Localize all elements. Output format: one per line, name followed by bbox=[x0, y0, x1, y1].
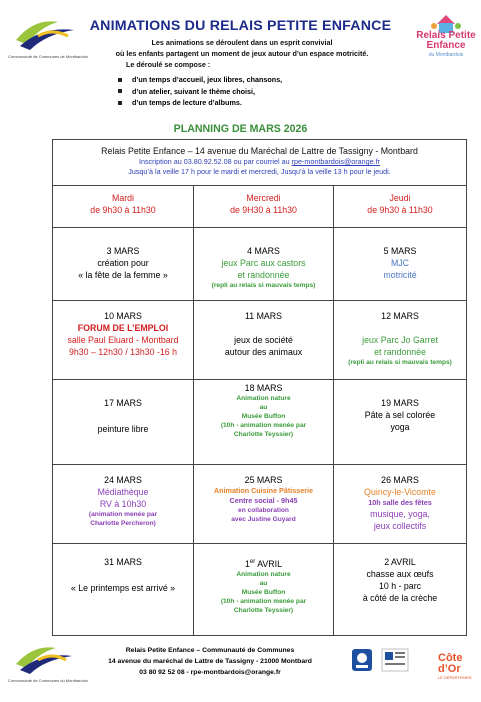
footer-line-3: 03 80 92 52 08 - rpe-montbardois@orange.fr bbox=[139, 669, 281, 676]
intro-text bbox=[92, 37, 392, 70]
intro-line-1: Les animations se déroulent dans un esprit convivial bbox=[151, 38, 333, 47]
footer-contact bbox=[90, 645, 330, 678]
week-row bbox=[53, 380, 466, 465]
footer-line-1: Relais Petite Enfance – Communauté de Communes bbox=[125, 647, 295, 654]
week-row bbox=[53, 465, 466, 544]
activity-cell: 18 MARS Animation nature au Musée Buffon (10h - animation menée par Charlotte Teyssier) bbox=[194, 380, 334, 464]
activity-cell: 31 MARS « Le printemps est arrivé » bbox=[53, 544, 194, 635]
april-first-date: 1er AVRIL bbox=[245, 558, 282, 569]
intro-line-2: où les enfants partagent un moment de jeux autour d’un espace motricité. bbox=[115, 49, 369, 58]
activity-cell: 1er AVRIL Animation nature au Musée Buffon (10h - animation menée par Charlotte Teyssier) bbox=[194, 544, 334, 635]
activity-cell: 2 AVRIL chasse aux œufs 10 h - parc à côté de la crèche bbox=[362, 557, 438, 603]
planning-title: PLANNING DE MARS 2026 bbox=[173, 123, 308, 135]
deadline-line: Jusqu’à la veille 17 h pour le mardi et mercredi, Jusqu’à la veille 13 h pour le jeudi. bbox=[128, 167, 391, 176]
footer-line-2: 14 avenue du maréchal de Lattre de Tassigny - 21000 Montbard bbox=[108, 658, 312, 665]
activity-cell: 25 MARS Animation Cuisine Pâtisserie Centre social - 9h45 en collaboration avec Justine Guyard bbox=[194, 465, 334, 543]
page-title: ANIMATIONS DU RELAIS PETITE ENFANCE bbox=[89, 18, 392, 34]
activity-cell: 4 MARS jeux Parc aux castors et randonnée (repli au relais si mauvais temps) bbox=[194, 228, 334, 300]
activity-cell: 11 MARS jeux de société autour des animaux bbox=[194, 301, 334, 379]
program-item: d’un temps de lecture d’albums. bbox=[118, 97, 282, 109]
svg-text:Côte: Côte bbox=[438, 652, 463, 664]
day-header-tuesday: Mardi de 9h30 à 11h30 bbox=[53, 186, 194, 227]
schedule-table bbox=[52, 139, 467, 636]
intro-line-3: Le déroulé se compose : bbox=[126, 60, 211, 69]
rpe-logo-text: Relais Petite Enfance bbox=[416, 30, 476, 51]
partner-logos-graphic bbox=[342, 643, 472, 683]
activity-cell: 12 MARS jeux Parc Jo Garret et randonnée (repli au relais si mauvais temps) bbox=[348, 311, 452, 366]
program-list bbox=[118, 74, 282, 109]
community-logo-caption: Communauté de Communes de Montbardois bbox=[8, 54, 88, 59]
activity-cell: 5 MARS MJC motricité bbox=[383, 246, 417, 280]
partner-logos bbox=[342, 643, 472, 683]
email-link[interactable]: rpe-montbardois@orange.fr bbox=[291, 157, 381, 166]
svg-text:d’Or: d’Or bbox=[438, 663, 461, 675]
activity-cell: 19 MARS Pâte à sel colorée yoga bbox=[364, 398, 436, 432]
activity-cell: 26 MARS Quincy-le-Vicomte 10h salle des fêtes musique, yoga, jeux collectifs bbox=[364, 475, 436, 531]
rpe-logo bbox=[417, 12, 475, 70]
day-header-thursday: Jeudi de 9h30 à 11h30 bbox=[367, 193, 433, 215]
footer-logo-swoosh bbox=[12, 640, 76, 678]
activity-cell: 24 MARS Médiathèque RV à 10h30 (animation menée par Charlotte Percheron) bbox=[53, 465, 194, 543]
table-header bbox=[53, 140, 466, 186]
svg-text:LE DÉPARTEMENT: LE DÉPARTEMENT bbox=[438, 675, 472, 680]
cote-dor-logo-icon bbox=[438, 652, 472, 680]
footer-logo-caption: Communauté de Communes du Montbardois bbox=[8, 678, 88, 683]
program-item: d’un atelier, suivant le thème choisi, bbox=[118, 86, 282, 98]
week-row bbox=[53, 228, 466, 301]
footer-community-logo bbox=[8, 640, 88, 684]
day-header-row bbox=[53, 186, 466, 228]
program-item: d’un temps d’accueil, jeux libres, chansons, bbox=[118, 74, 282, 86]
activity-cell: 3 MARS création pour « la fête de la femme » bbox=[53, 228, 194, 300]
address-line: Relais Petite Enfance – 14 avenue du Maréchal de Lattre de Tassigny - Montbard bbox=[101, 146, 418, 156]
inscription-line: Inscription au 03.80.92.52.08 ou par courriel au rpe-montbardois@orange.fr bbox=[138, 157, 381, 166]
week-row bbox=[53, 301, 466, 380]
activity-cell: 10 MARS FORUM DE L’EMPLOI salle Paul Eluard - Montbard 9h30 – 12h30 / 13h30 -16 h bbox=[53, 301, 194, 379]
rpe-logo-subtitle: du Montbardois bbox=[428, 52, 464, 58]
activity-cell: 17 MARS peinture libre bbox=[53, 380, 194, 464]
caf-logo-icon bbox=[352, 649, 372, 671]
week-row bbox=[53, 544, 466, 635]
day-header-wednesday: Mercredi de 9H30 à 11h30 bbox=[194, 186, 334, 227]
msa-logo-icon bbox=[382, 649, 408, 671]
